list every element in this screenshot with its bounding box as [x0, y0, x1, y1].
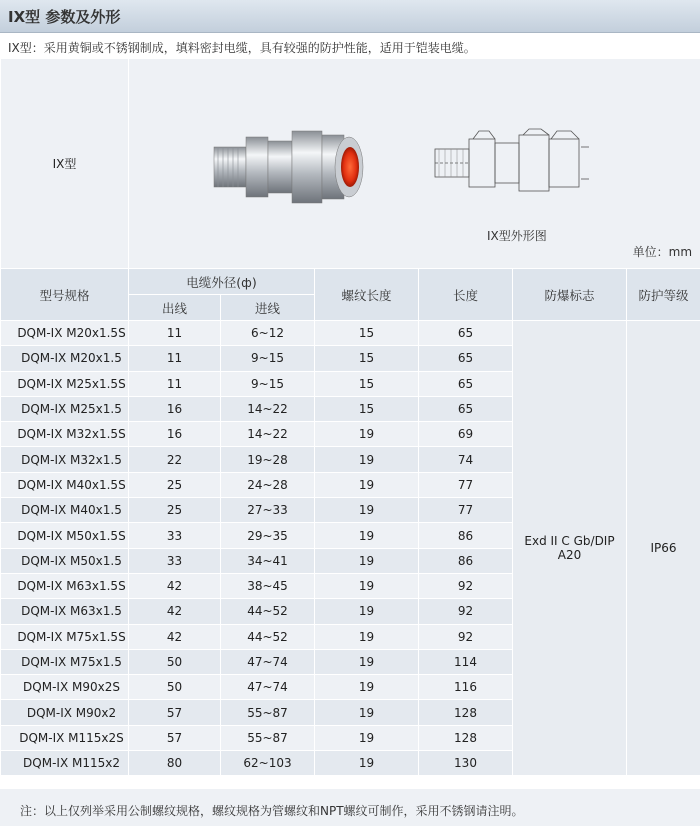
inlet-cell: 9~15 [221, 346, 315, 371]
thread-length-cell: 19 [315, 700, 419, 725]
length-cell: 69 [419, 422, 513, 447]
length-cell: 65 [419, 371, 513, 396]
product-photo [209, 119, 379, 209]
thread-length-cell: 19 [315, 751, 419, 776]
inlet-cell: 38~45 [221, 573, 315, 598]
outlet-cell: 80 [129, 751, 221, 776]
outline-drawing [431, 127, 591, 197]
outlet-cell: 11 [129, 371, 221, 396]
thread-length-cell: 19 [315, 675, 419, 700]
outlet-cell: 16 [129, 422, 221, 447]
outlet-cell: 42 [129, 624, 221, 649]
inlet-cell: 24~28 [221, 472, 315, 497]
outlet-cell: 57 [129, 725, 221, 750]
thread-length-cell: 19 [315, 523, 419, 548]
inlet-cell: 55~87 [221, 700, 315, 725]
model-cell: DQM-IX M20x1.5S [1, 321, 129, 346]
model-cell: DQM-IX M63x1.5 [1, 599, 129, 624]
model-cell: DQM-IX M32x1.5 [1, 447, 129, 472]
model-cell: DQM-IX M50x1.5S [1, 523, 129, 548]
length-cell: 130 [419, 751, 513, 776]
ex-mark-cell: Exd II C Gb/DIP A20 [513, 321, 627, 776]
model-cell: DQM-IX M75x1.5 [1, 649, 129, 674]
model-cell: DQM-IX M115x2S [1, 725, 129, 750]
length-cell: 116 [419, 675, 513, 700]
header-cable-od: 电缆外径(ф) [129, 269, 315, 295]
length-cell: 65 [419, 321, 513, 346]
inlet-cell: 44~52 [221, 599, 315, 624]
header-model: 型号规格 [1, 269, 129, 321]
model-cell: DQM-IX M90x2S [1, 675, 129, 700]
thread-length-cell: 19 [315, 472, 419, 497]
model-cell: DQM-IX M32x1.5S [1, 422, 129, 447]
title-bar [0, 0, 700, 33]
length-cell: 86 [419, 548, 513, 573]
length-cell: 65 [419, 396, 513, 421]
length-cell: 65 [419, 346, 513, 371]
outlet-cell: 42 [129, 599, 221, 624]
header-row-1 [1, 269, 700, 295]
page-title: IX型 参数及外形 [8, 8, 121, 26]
thread-length-cell: 15 [315, 371, 419, 396]
inlet-cell: 19~28 [221, 447, 315, 472]
inlet-cell: 55~87 [221, 725, 315, 750]
outlet-cell: 33 [129, 548, 221, 573]
outlet-cell: 33 [129, 523, 221, 548]
model-cell: DQM-IX M50x1.5 [1, 548, 129, 573]
header-inlet: 进线 [221, 295, 315, 321]
outlet-cell: 25 [129, 472, 221, 497]
outlet-cell: 25 [129, 498, 221, 523]
footnote [0, 789, 700, 826]
length-cell: 128 [419, 700, 513, 725]
model-type-cell [1, 59, 129, 269]
model-type-label: IX型 [52, 157, 77, 171]
header-ex-mark: 防爆标志 [513, 269, 627, 321]
thread-length-cell: 19 [315, 624, 419, 649]
unit-label: 单位：mm [632, 245, 693, 259]
product-description: IX型：采用黄铜或不锈钢制成，填料密封电缆，具有较强的防护性能，适用于铠装电缆。 [8, 41, 476, 55]
outlet-cell: 42 [129, 573, 221, 598]
model-cell: DQM-IX M40x1.5 [1, 498, 129, 523]
thread-length-cell: 19 [315, 599, 419, 624]
length-cell: 92 [419, 624, 513, 649]
inlet-cell: 14~22 [221, 396, 315, 421]
thread-length-cell: 19 [315, 447, 419, 472]
model-cell: DQM-IX M20x1.5 [1, 346, 129, 371]
product-image-cell [129, 59, 700, 269]
inlet-cell: 47~74 [221, 675, 315, 700]
header-length: 长度 [419, 269, 513, 321]
length-cell: 86 [419, 523, 513, 548]
drawing-caption: IX型外形图 [487, 229, 547, 243]
outlet-cell: 57 [129, 700, 221, 725]
header-protection: 防护等级 [627, 269, 700, 321]
inlet-cell: 62~103 [221, 751, 315, 776]
thread-length-cell: 19 [315, 649, 419, 674]
thread-length-cell: 15 [315, 346, 419, 371]
footnote-text: 注：以上仅列举采用公制螺纹规格，螺纹规格为管螺纹和NPT螺纹可制作，采用不锈钢请注明。 [20, 804, 524, 818]
outlet-cell: 11 [129, 346, 221, 371]
outlet-cell: 22 [129, 447, 221, 472]
header-thread-length: 螺纹长度 [315, 269, 419, 321]
thread-length-cell: 15 [315, 321, 419, 346]
length-cell: 77 [419, 498, 513, 523]
protection-cell: IP66 [627, 321, 700, 776]
length-cell: 77 [419, 472, 513, 497]
thread-length-cell: 19 [315, 725, 419, 750]
length-cell: 92 [419, 573, 513, 598]
model-cell: DQM-IX M25x1.5 [1, 396, 129, 421]
length-cell: 128 [419, 725, 513, 750]
length-cell: 74 [419, 447, 513, 472]
table-row [1, 321, 700, 346]
inlet-cell: 6~12 [221, 321, 315, 346]
outlet-cell: 11 [129, 321, 221, 346]
thread-length-cell: 19 [315, 573, 419, 598]
model-cell: DQM-IX M75x1.5S [1, 624, 129, 649]
spec-table [0, 58, 700, 776]
inlet-cell: 29~35 [221, 523, 315, 548]
inlet-cell: 9~15 [221, 371, 315, 396]
model-cell: DQM-IX M63x1.5S [1, 573, 129, 598]
outlet-cell: 50 [129, 675, 221, 700]
thread-length-cell: 15 [315, 396, 419, 421]
inlet-cell: 34~41 [221, 548, 315, 573]
thread-length-cell: 19 [315, 548, 419, 573]
inlet-cell: 27~33 [221, 498, 315, 523]
outlet-cell: 16 [129, 396, 221, 421]
thread-length-cell: 19 [315, 422, 419, 447]
model-cell: DQM-IX M90x2 [1, 700, 129, 725]
model-cell: DQM-IX M115x2 [1, 751, 129, 776]
inlet-cell: 44~52 [221, 624, 315, 649]
outlet-cell: 50 [129, 649, 221, 674]
header-outlet: 出线 [129, 295, 221, 321]
model-cell: DQM-IX M40x1.5S [1, 472, 129, 497]
model-cell: DQM-IX M25x1.5S [1, 371, 129, 396]
inlet-cell: 47~74 [221, 649, 315, 674]
image-row [1, 59, 700, 269]
thread-length-cell: 19 [315, 498, 419, 523]
length-cell: 92 [419, 599, 513, 624]
length-cell: 114 [419, 649, 513, 674]
inlet-cell: 14~22 [221, 422, 315, 447]
